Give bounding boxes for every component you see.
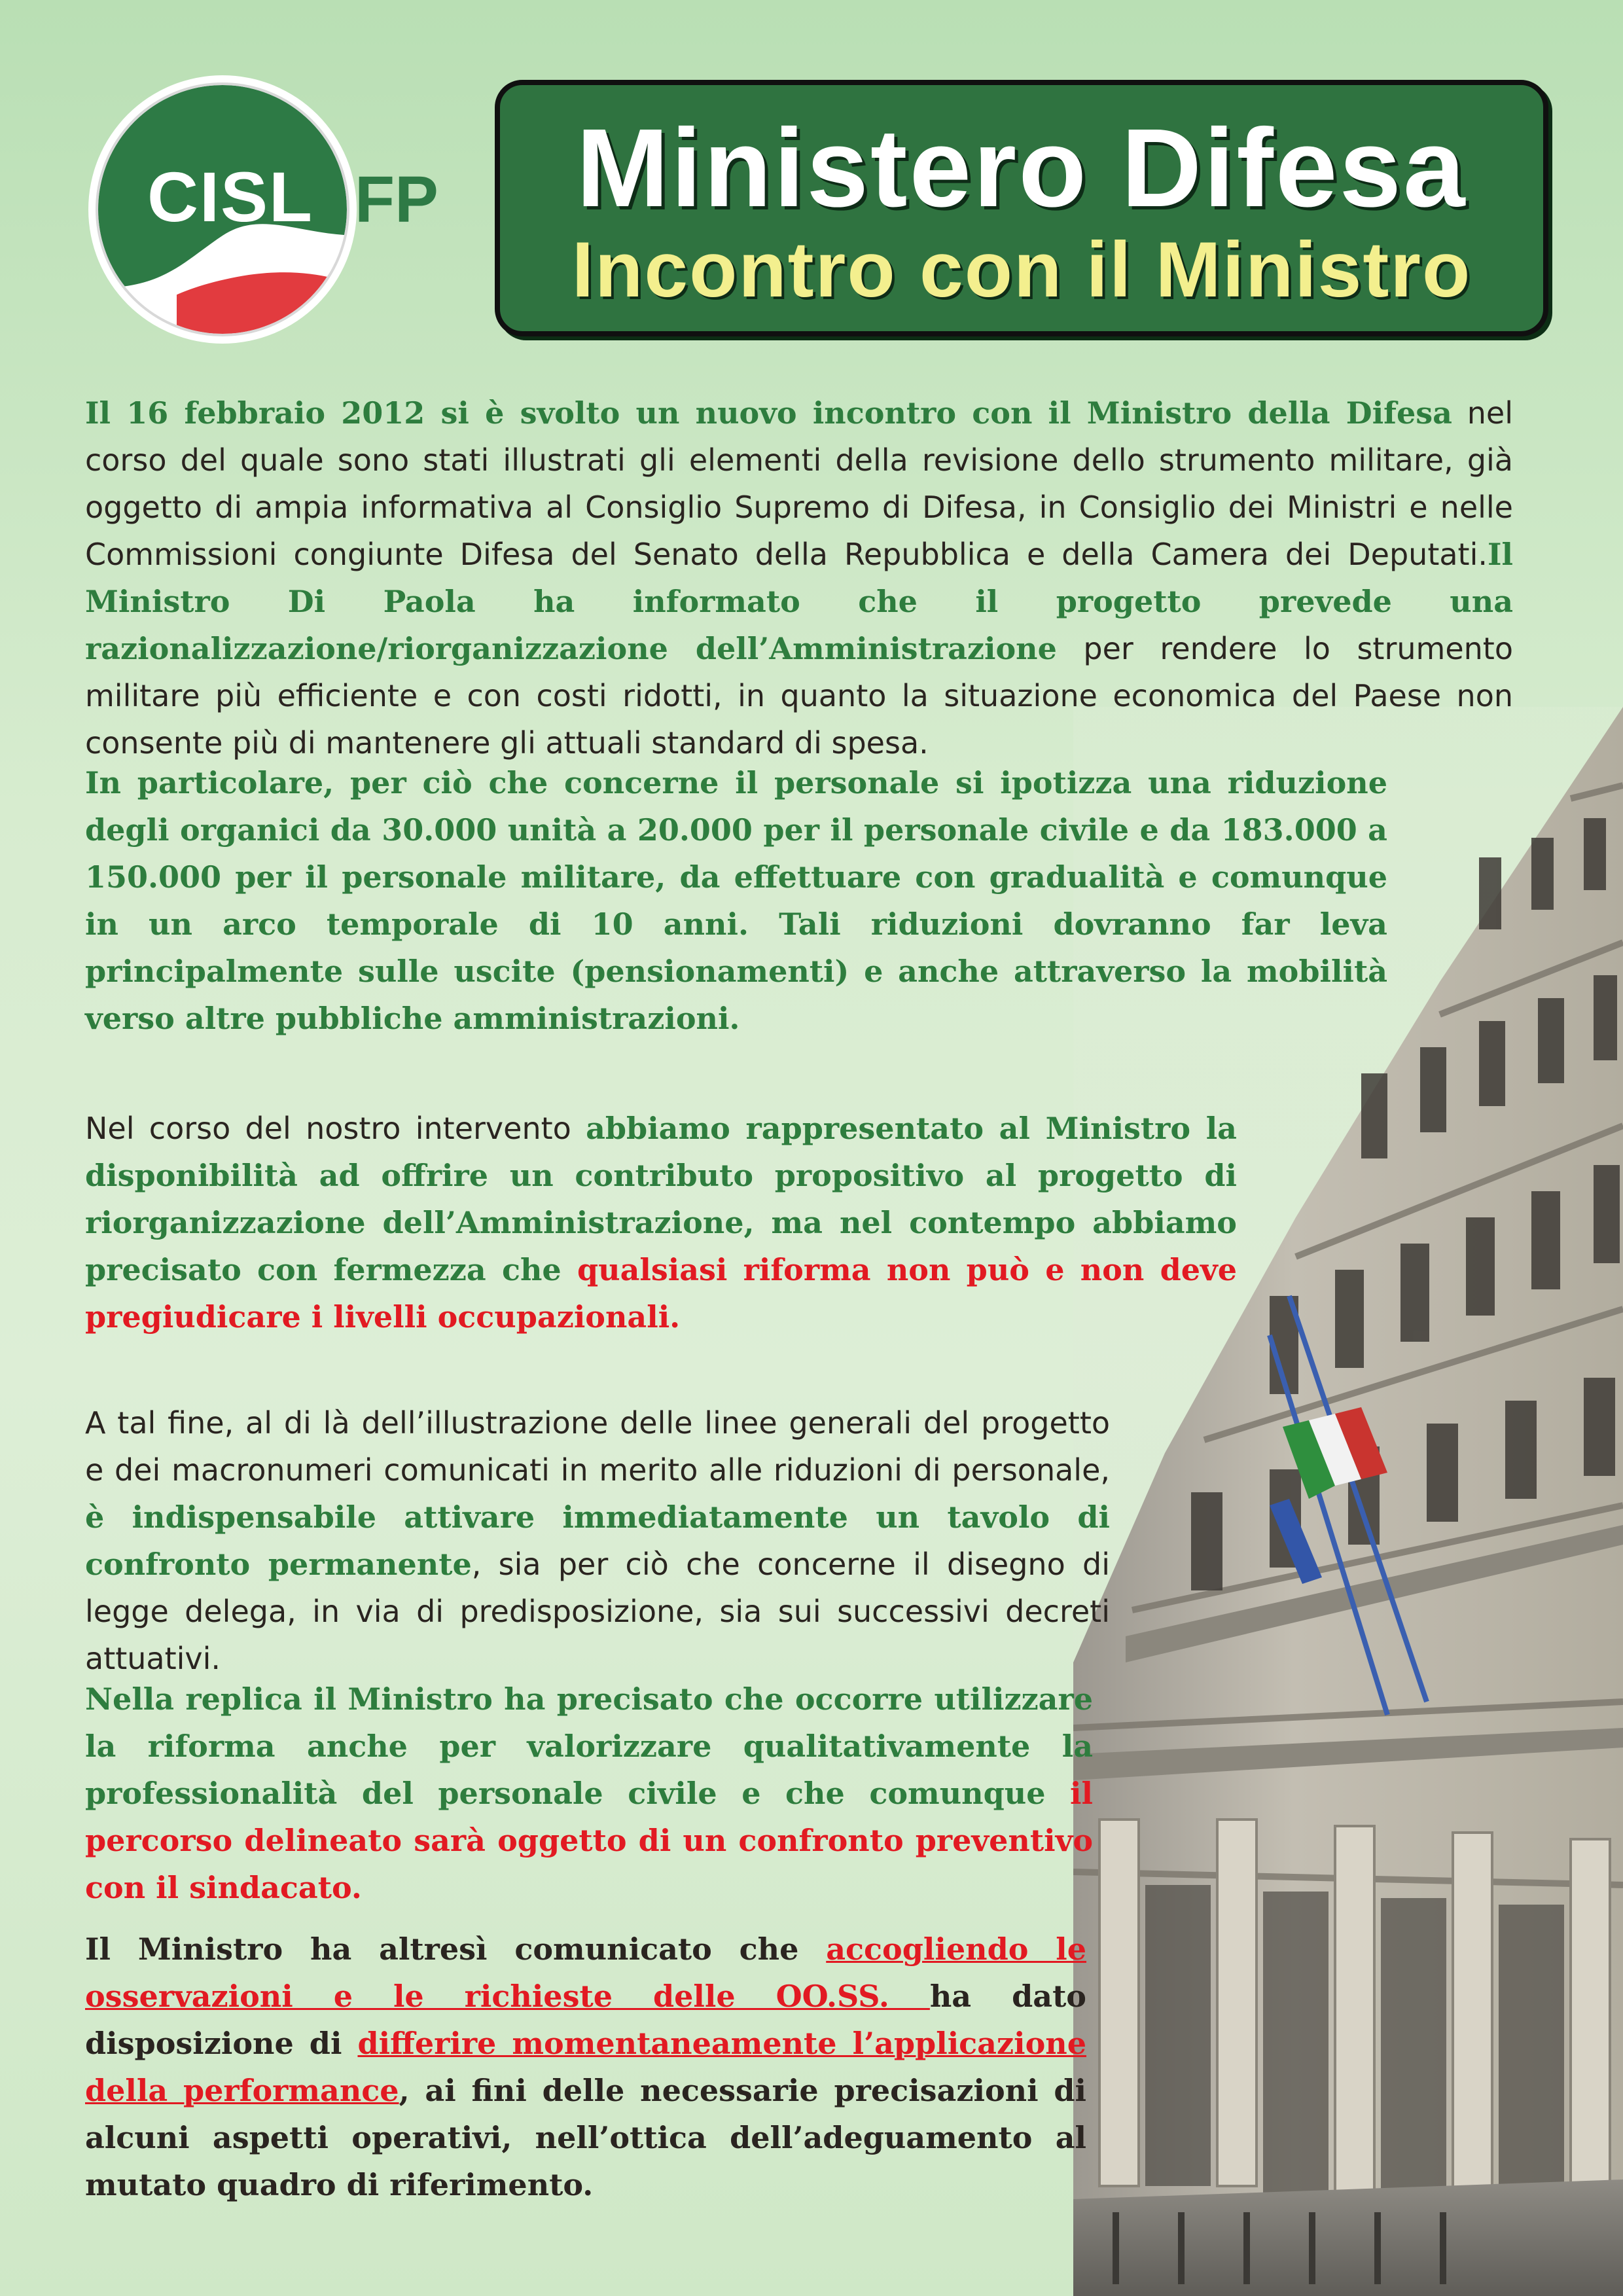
p1-highlight-project: Il Ministro Di Paola ha informato che il progetto prevede una razionalizzazione/riorganizzazione dell’Amministrazione xyxy=(85,537,1513,666)
p6-text-c: , ai fini delle necessarie precisazioni di alcuni aspetti operativi, nell’ottica dell’adeguamento al mutato quadro di riferimento. xyxy=(85,2073,1086,2202)
p5-warning: il percorso delineato sarà oggetto di un confronto preventivo con il sindacato. xyxy=(85,1776,1093,1905)
paragraph-intro xyxy=(85,389,1513,766)
paragraph-table xyxy=(85,1399,1110,1682)
p5-text: Nella replica il Ministro ha precisato che occorre utilizzare la riforma anche per valorizzare qualitativamente la professionalità del personale civile e che comunque xyxy=(85,1681,1093,1811)
paragraph-performance xyxy=(85,1926,1086,2208)
p3-highlight: abbiamo rappresentato al Ministro la disponibilità ad offrire un contributo propositivo al progetto di riorganizzazione dell’Amministrazione, ma nel contempo abbiamo precisato con fermezza che xyxy=(85,1111,1237,1287)
title-box xyxy=(495,80,1548,336)
p4-highlight: è indispensabile attivare immediatamente un tavolo di confronto permanente xyxy=(85,1499,1110,1582)
page-subtitle: Incontro con il Ministro xyxy=(571,226,1472,314)
p6-underlined-b: differire momentaneamente l’applicazione della performance xyxy=(85,2026,1086,2108)
p4-text-b: , sia per ciò che concerne il disegno di legge delega, in via di predisposizione, sia sui successivi decreti attuativi. xyxy=(85,1547,1110,1676)
paragraph-reductions xyxy=(85,759,1387,1042)
logo-fp-text: FP xyxy=(355,163,438,236)
cisl-fp-logo xyxy=(85,72,465,347)
p4-text-a: A tal fine, al di là dell’illustrazione delle linee generali del progetto e dei macronumeri comunicati in merito alle riduzioni di personale, xyxy=(85,1405,1110,1488)
p6-underlined-a: accogliendo le osservazioni e le richieste delle OO.SS. xyxy=(85,1931,1086,2014)
p3-warning: qualsiasi riforma non può e non deve pregiudicare i livelli occupazionali. xyxy=(85,1252,1237,1335)
p1-highlight-date: Il 16 febbraio 2012 si è svolto un nuovo incontro con il Ministro della Difesa xyxy=(85,395,1452,431)
p6-text-b: ha dato disposizione di xyxy=(85,1979,1086,2061)
page-title: Ministero Difesa xyxy=(576,106,1467,230)
p1-text-b: per rendere lo strumento militare più efficiente e con costi ridotti, in quanto la situazione economica del Paese non consente più di mantenere gli attuali standard di spesa. xyxy=(85,631,1513,761)
paragraph-reply xyxy=(85,1676,1093,1911)
p2-text: In particolare, per ciò che concerne il personale si ipotizza una riduzione degli organici da 30.000 unità a 20.000 per il personale civile e da 183.000 a 150.000 per il personale militare, da effettuare con gradualità e comunque in un arco temporale di 10 anni. Tali riduzioni dovranno far leva principalmente sulle uscite (pensionamenti) e anche attraverso la mobilità verso altre pubbliche amministrazioni. xyxy=(85,765,1387,1036)
p3-text-a: Nel corso del nostro intervento xyxy=(85,1111,586,1146)
paragraph-intervention xyxy=(85,1105,1237,1340)
p6-text-a: Il Ministro ha altresì comunicato che xyxy=(85,1931,827,1967)
p1-text-a: nel corso del quale sono stati illustrati gli elementi della revisione dello strumento militare, già oggetto di ampia informativa al Consiglio Supremo di Difesa, in Consiglio dei Ministri e nelle Commissioni congiunte Difesa del Senato della Repubblica e della Camera dei Deputati. xyxy=(85,395,1514,572)
logo-cisl-text: CISL xyxy=(147,157,313,236)
